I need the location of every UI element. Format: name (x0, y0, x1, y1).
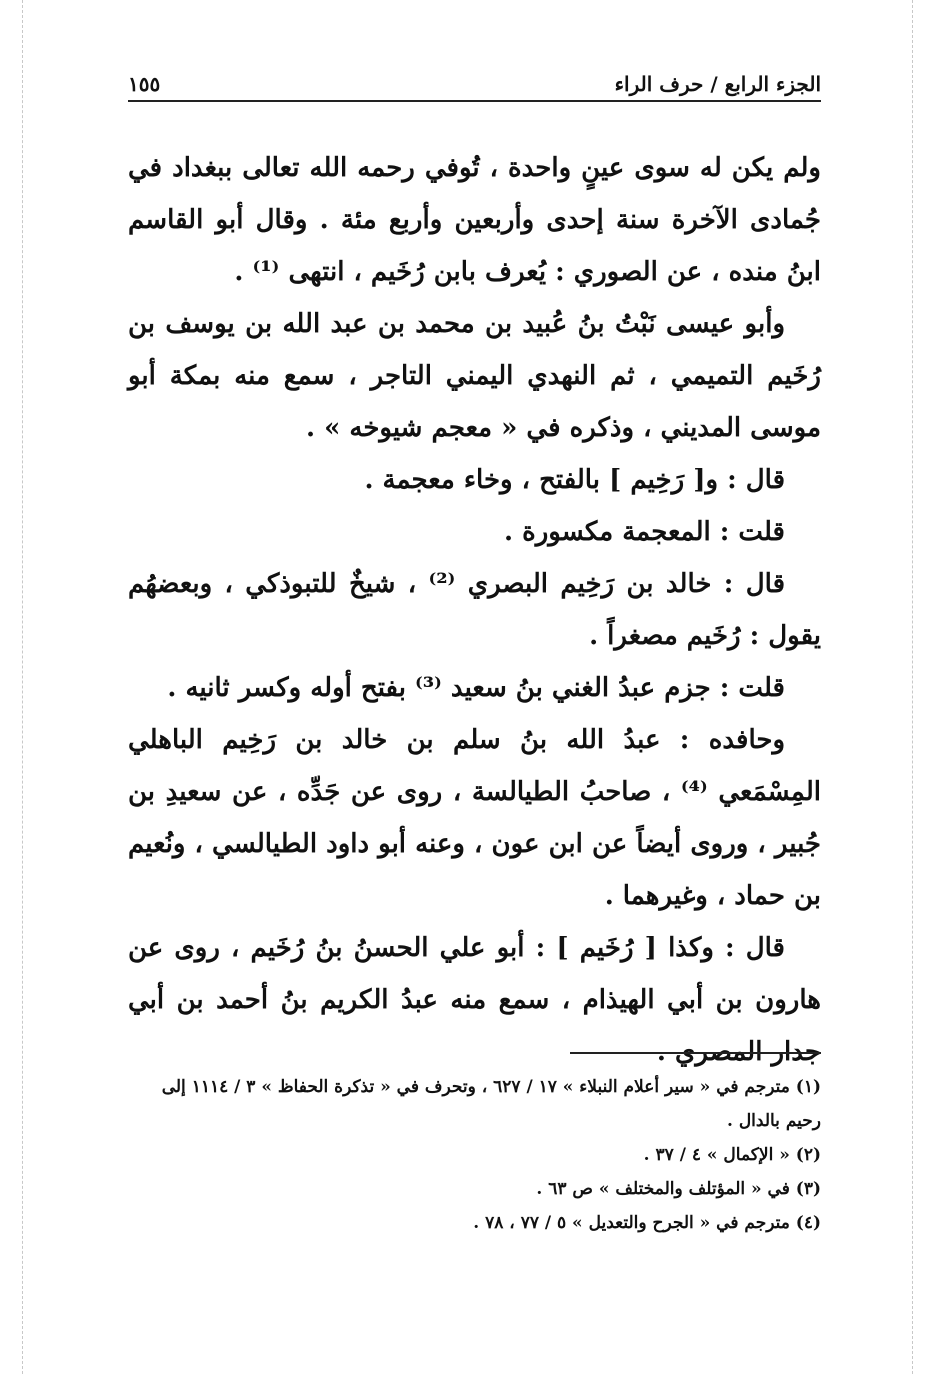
paragraph: ولم يكن له سوى عينٍ واحدة ، تُوفي رحمه الله تعالى ببغداد في جُمادى الآخرة سنة إحدى وأربعين وأربع مئة . وقال أبو القاسم ابنُ منده ، عن الصوري : يُعرف بابن رُخَيم ، انتهى ⁽¹⁾ . (128, 153, 821, 287)
paragraph: وحافده : عبدُ الله بنُ سلم بن خالد بن رَخِيم الباهلي المِسْمَعي ⁽⁴⁾ ، صاحبُ الطيالسة ، روى عن جَدِّه ، عن سعيدِ بن جُبير ، وروى أيضاً عن ابن عون ، وعنه أبو داود الطيالسي ، ونُعيم بن حماد ، وغيرهما . (128, 725, 821, 911)
scan-edge-right (912, 0, 913, 1374)
paragraph: وأبو عيسى نَبْتُ بنُ عُبيد بن محمد بن عبد الله بن يوسف بن رُخَيم التميمي ، ثم النهدي اليمني التاجر ، سمع منه بمكة أبو موسى المديني ، وذكره في « معجم شيوخه » . (128, 309, 821, 443)
paragraph: قال : وكذا [ رُخَيم ] : أبو علي الحسنُ بنُ رُخَيم ، روى عن هارون بن أبي الهيذام ، سمع منه عبدُ الكريم بنُ أحمد بن أبي جدار المصري . (128, 933, 821, 1067)
footnote-rule (570, 1052, 821, 1054)
scan-edge-left (22, 0, 23, 1374)
paragraph: قلت : جزم عبدُ الغني بنُ سعيد ⁽³⁾ بفتح أوله وكسر ثانيه . (167, 673, 785, 703)
page-header (128, 52, 821, 96)
page-number: ١٥٥ (128, 72, 161, 96)
running-title: الجزء الرابع / حرف الراء (614, 72, 821, 96)
footnote: (٣) في « المؤتلف والمختلف » ص ٦٣ . (536, 1179, 821, 1199)
paragraph: قال : و[ رَخِيم ] بالفتح ، وخاء معجمة . (364, 465, 785, 495)
paragraph: قلت : المعجمة مكسورة . (504, 517, 785, 547)
paragraph: قال : خالد بن رَخِيم البصري ⁽²⁾ ، شيخٌ للتبوذكي ، وبعضهُم يقول : رُخَيم مصغراً . (128, 569, 821, 651)
footnote: (٤) مترجم في « الجرح والتعديل » ٥ / ٧٧ ، ٧٨ . (473, 1213, 821, 1233)
main-text (128, 142, 821, 1078)
footnote: (٢) « الإكمال » ٤ / ٣٧ . (643, 1145, 821, 1165)
footnote: (١) مترجم في « سير أعلام النبلاء » ١٧ / ٦٢٧ ، وتحرف في « تذكرة الحفاظ » ٣ / ١١١٤ إلى رحيم بالدال . (161, 1077, 821, 1131)
header-rule (128, 100, 821, 102)
footnotes (128, 1070, 821, 1240)
